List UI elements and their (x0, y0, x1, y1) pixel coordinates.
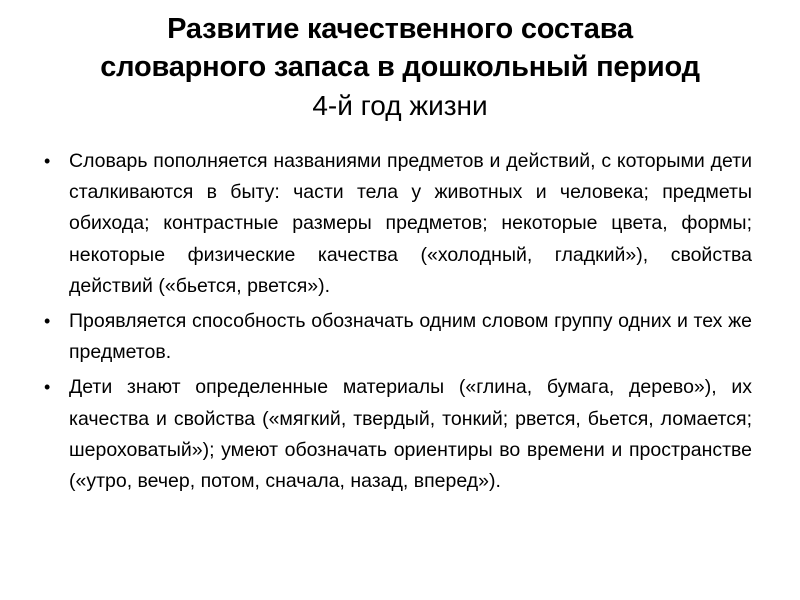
slide-title-block (40, 10, 760, 126)
slide-subtitle: 4-й год жизни (312, 90, 488, 121)
slide-title-line-1: Развитие качественного состава (167, 13, 633, 45)
bullet-text: Словарь пополняется названиями предметов и действий, с которыми дети сталкиваются в быту: части тела у животных и человека; предметы обихода; контрастные размеры предметов; некоторые цвета, формы; некоторые физические качества («холодный, гладкий»), свойства действий («бьется, рвется»). (69, 150, 752, 297)
bullet-icon: • (44, 377, 51, 398)
bullet-icon: • (44, 311, 51, 332)
slide-title-line-2: словарного запаса в дошкольный период (100, 51, 700, 83)
bullet-item (40, 372, 752, 497)
bullet-icon: • (44, 151, 51, 171)
bullet-text: Проявляется способность обозначать одним словом группу одних и тех же предметов. (69, 310, 752, 364)
bullet-item (40, 306, 752, 368)
bullet-list (40, 146, 752, 501)
bullet-text: Дети знают определенные материалы («глина, бумага, дерево»), их качества и свойства («мягкий, твердый, тонкий; рвется, бьется, ломается; шероховатый»); умеют обозначать ориентиры во времени и пространстве («утро, вечер, потом, сначала, назад, вперед»). (69, 376, 752, 493)
bullet-item (40, 146, 752, 302)
